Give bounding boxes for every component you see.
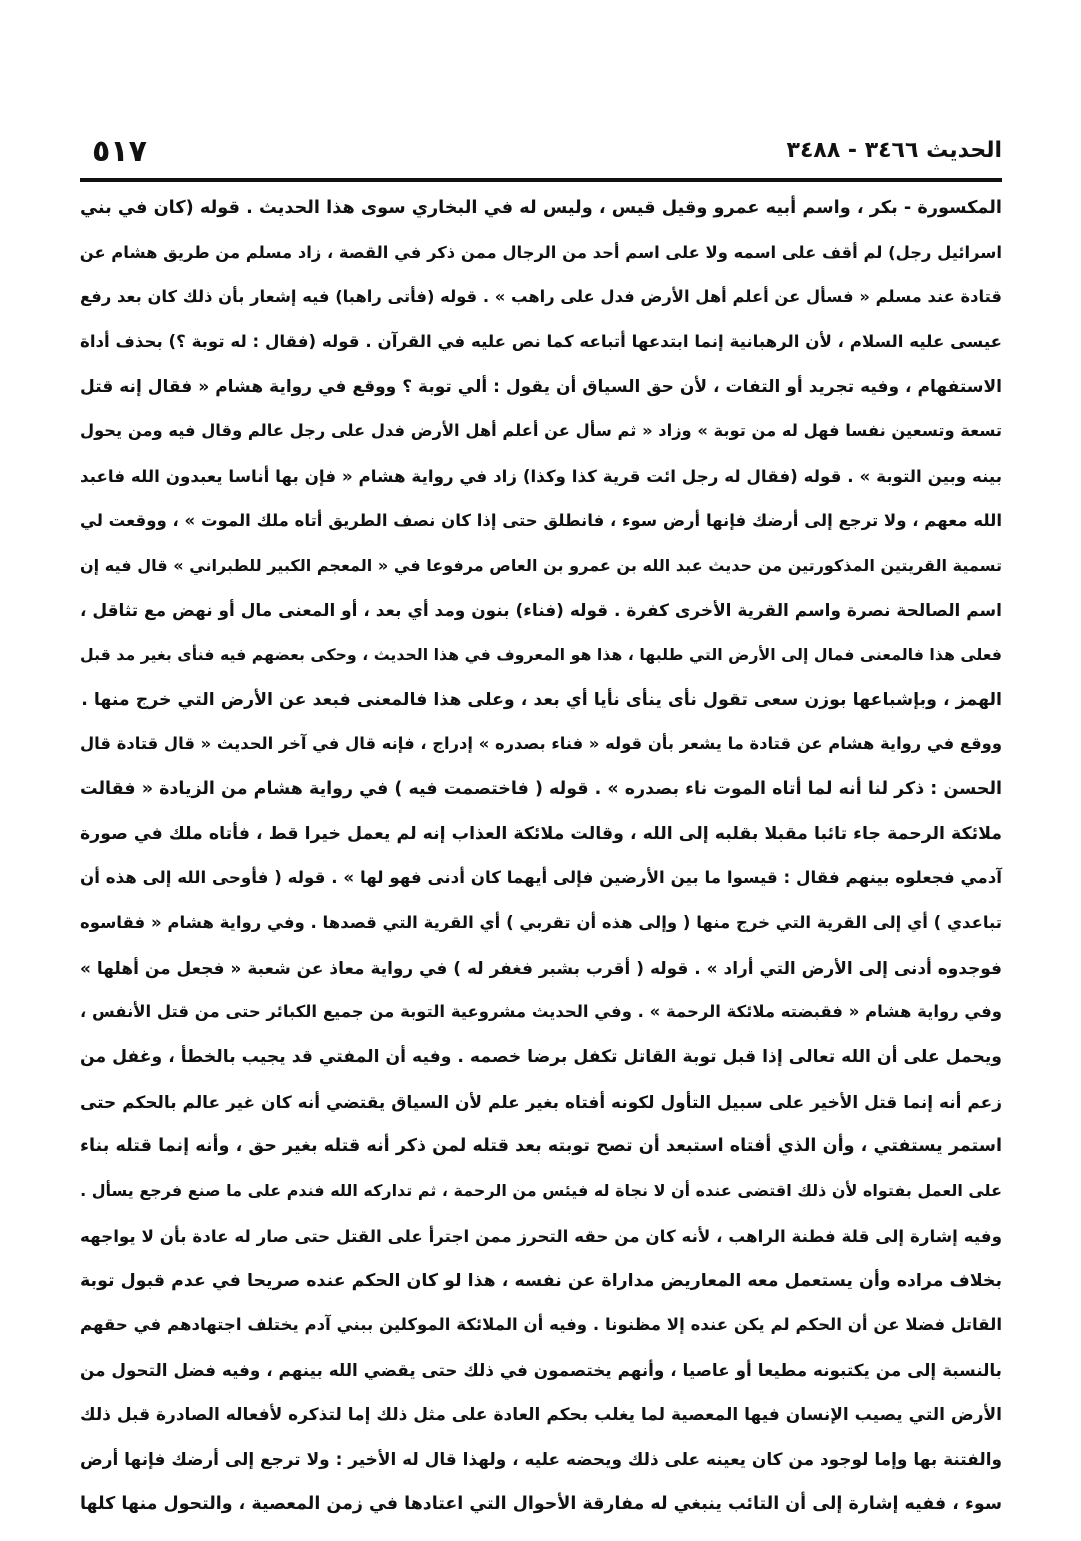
text-line: قتادة عند مسلم « فسأل عن أعلم أهل الأرض فدل على راهب » . قوله (فأتى راهبا) فيه إشعار بأن ذلك كان بعد رفع [80,287,1002,307]
text-line: وفي رواية هشام « فقبضته ملائكة الرحمة » . وفي الحديث مشروعية التوبة من جميع الكبائر حتى من قتل الأنفس ، [80,1002,1002,1022]
text-line: اسم الصالحة نصرة واسم القرية الأخرى كفرة . قوله (فناء) بنون ومد أي بعد ، أو المعنى مال أو نهض مع تثاقل ، [80,600,1002,621]
text-line: الله معهم ، ولا ترجع إلى أرضك فإنها أرض سوء ، فانطلق حتى إذا كان نصف الطريق أتاه ملك الموت » ، ووقعت لي [80,510,1002,530]
text-line: زعم أنه إنما قتل الأخير على سبيل التأول لكونه أفتاه بغير علم لأن السياق يقتضي أنه كان غير عالم بالحكم حتى [80,1091,1002,1112]
page-number: ٥١٧ [92,134,147,169]
text-line: على العمل بفتواه لأن ذلك اقتضى عنده أن لا نجاة له فيئس من الرحمة ، ثم تداركه الله فندم على ما صنع فرجع يسأل . [80,1181,1002,1201]
text-line: الحسن : ذكر لنا أنه لما أتاه الموت ناء بصدره » . قوله ( فاختصمت فيه ) في رواية هشام من الزيادة « فقالت [80,778,1002,799]
text-line: بالنسبة إلى من يكتبونه مطيعا أو عاصيا ، وأنهم يختصمون في ذلك حتى يقضي الله بينهم ، وفيه فضل التحول من [80,1359,1002,1380]
text-line: وفيه إشارة إلى قلة فطنة الراهب ، لأنه كان من حقه التحرز ممن اجترأ على القتل حتى صار له عادة بأن لا يواجهه [80,1225,1002,1246]
header-rule [80,178,1002,182]
text-line: المكسورة - بكر ، واسم أبيه عمرو وقيل قيس ، وليس له في البخاري سوى هذا الحديث . قوله (كان في بني [80,198,1002,218]
text-line: عيسى عليه السلام ، لأن الرهبانية إنما ابتدعها أتباعه كما نص عليه في القرآن . قوله (فقال : له توبة ؟) بحذف أداة [80,332,1002,352]
text-line: الأرض التي يصيب الإنسان فيها المعصية لما يغلب بحكم العادة على مثل ذلك إما لتذكره لأفعاله الصادرة قبل ذلك [80,1404,1002,1425]
text-line: ويحمل على أن الله تعالى إذا قبل توبة القاتل تكفل برضا خصمه . وفيه أن المفتي قد يجيب بالخطأ ، وغفل من [80,1047,1002,1068]
text-line: فوجدوه أدنى إلى الأرض التي أراد » . قوله ( أقرب بشبر فغفر له ) في رواية معاذ عن شعبة « فجعل من أهلها » [80,957,1002,978]
text-line: بخلاف مراده وأن يستعمل معه المعاريض مداراة عن نفسه ، هذا لو كان الحكم عنده صريحا في عدم قبول توبة [80,1270,1002,1291]
text-line: فعلى هذا فالمعنى فمال إلى الأرض التي طلبها ، هذا هو المعروف في هذا الحديث ، وحكى بعضهم فيه فنأى بغير مد قبل [80,644,1002,664]
text-line: آدمي فجعلوه بينهم فقال : قيسوا ما بين الأرضين فإلى أيهما كان أدنى فهو لها » . قوله ( فأوحى الله إلى هذه أن [80,868,1002,888]
text-line: تسعة وتسعين نفسا فهل له من توبة » وزاد « ثم سأل عن أعلم أهل الأرض فدل على رجل عالم وقال فيه ومن يحول [80,421,1002,441]
text-line: اسرائيل رجل) لم أقف على اسمه ولا على اسم أحد من الرجال ممن ذكر في القصة ، زاد مسلم من طريق هشام عن [79,242,1002,262]
text-line: الاستفهام ، وفيه تجريد أو التفات ، لأن حق السياق أن يقول : ألي توبة ؟ ووقع في رواية هشام « فقال إنه قتل [80,376,1002,397]
page-header [82,134,1002,174]
text-line: ملائكة الرحمة جاء تائبا مقبلا بقلبه إلى الله ، وقالت ملائكة العذاب إنه لم يعمل خيرا قط ، فأتاه ملك في صورة [80,823,1002,844]
text-line: الهمز ، وبإشباعها بوزن سعى تقول نأى ينأى نأيا أي بعد ، وعلى هذا فالمعنى فبعد عن الأرض التي خرج منها . [81,689,1002,710]
running-title: الحديث ٣٤٦٦ - ٣٤٨٨ [786,138,1002,163]
text-line: القاتل فضلا عن أن الحكم لم يكن عنده إلا مظنونا . وفيه أن الملائكة الموكلين ببني آدم يختلف اجتهادهم في حقهم [80,1315,1002,1335]
text-line: والفتنة بها وإما لوجود من كان يعينه على ذلك ويحضه عليه ، ولهذا قال له الأخير : ولا ترجع إلى أرضك فإنها أرض [80,1449,1002,1470]
commentary-text [80,186,1002,1527]
text-line: استمر يستفتي ، وأن الذي أفتاه استبعد أن تصح توبته بعد قتله لمن ذكر أنه قتله بغير حق ، وأنه إنما قتله بناء [80,1136,1002,1157]
text-line: تباعدي ) أي إلى القرية التي خرج منها ( وإلى هذه أن تقربي ) أي القرية التي قصدها . وفي رواية هشام « فقاسوه [80,913,1002,932]
text-line: تسمية القريتين المذكورتين من حديث عبد الله بن عمرو بن العاص مرفوعا في « المعجم الكبير للطبراني » قال فيه إن [80,555,1002,575]
text-line: سوء ، ففيه إشارة إلى أن التائب ينبغي له مفارقة الأحوال التي اعتادها في زمن المعصية ، والتحول منها كلها [80,1493,1002,1514]
text-line: ووقع في رواية هشام عن قتادة ما يشعر بأن قوله « فناء بصدره » إدراج ، فإنه قال في آخر الحديث « قال قتادة قال [80,734,1002,754]
text-line: بينه وبين التوبة » . قوله (فقال له رجل ائت قرية كذا وكذا) زاد في رواية هشام « فإن بها أناسا يعبدون الله فاعبد [80,466,1002,487]
